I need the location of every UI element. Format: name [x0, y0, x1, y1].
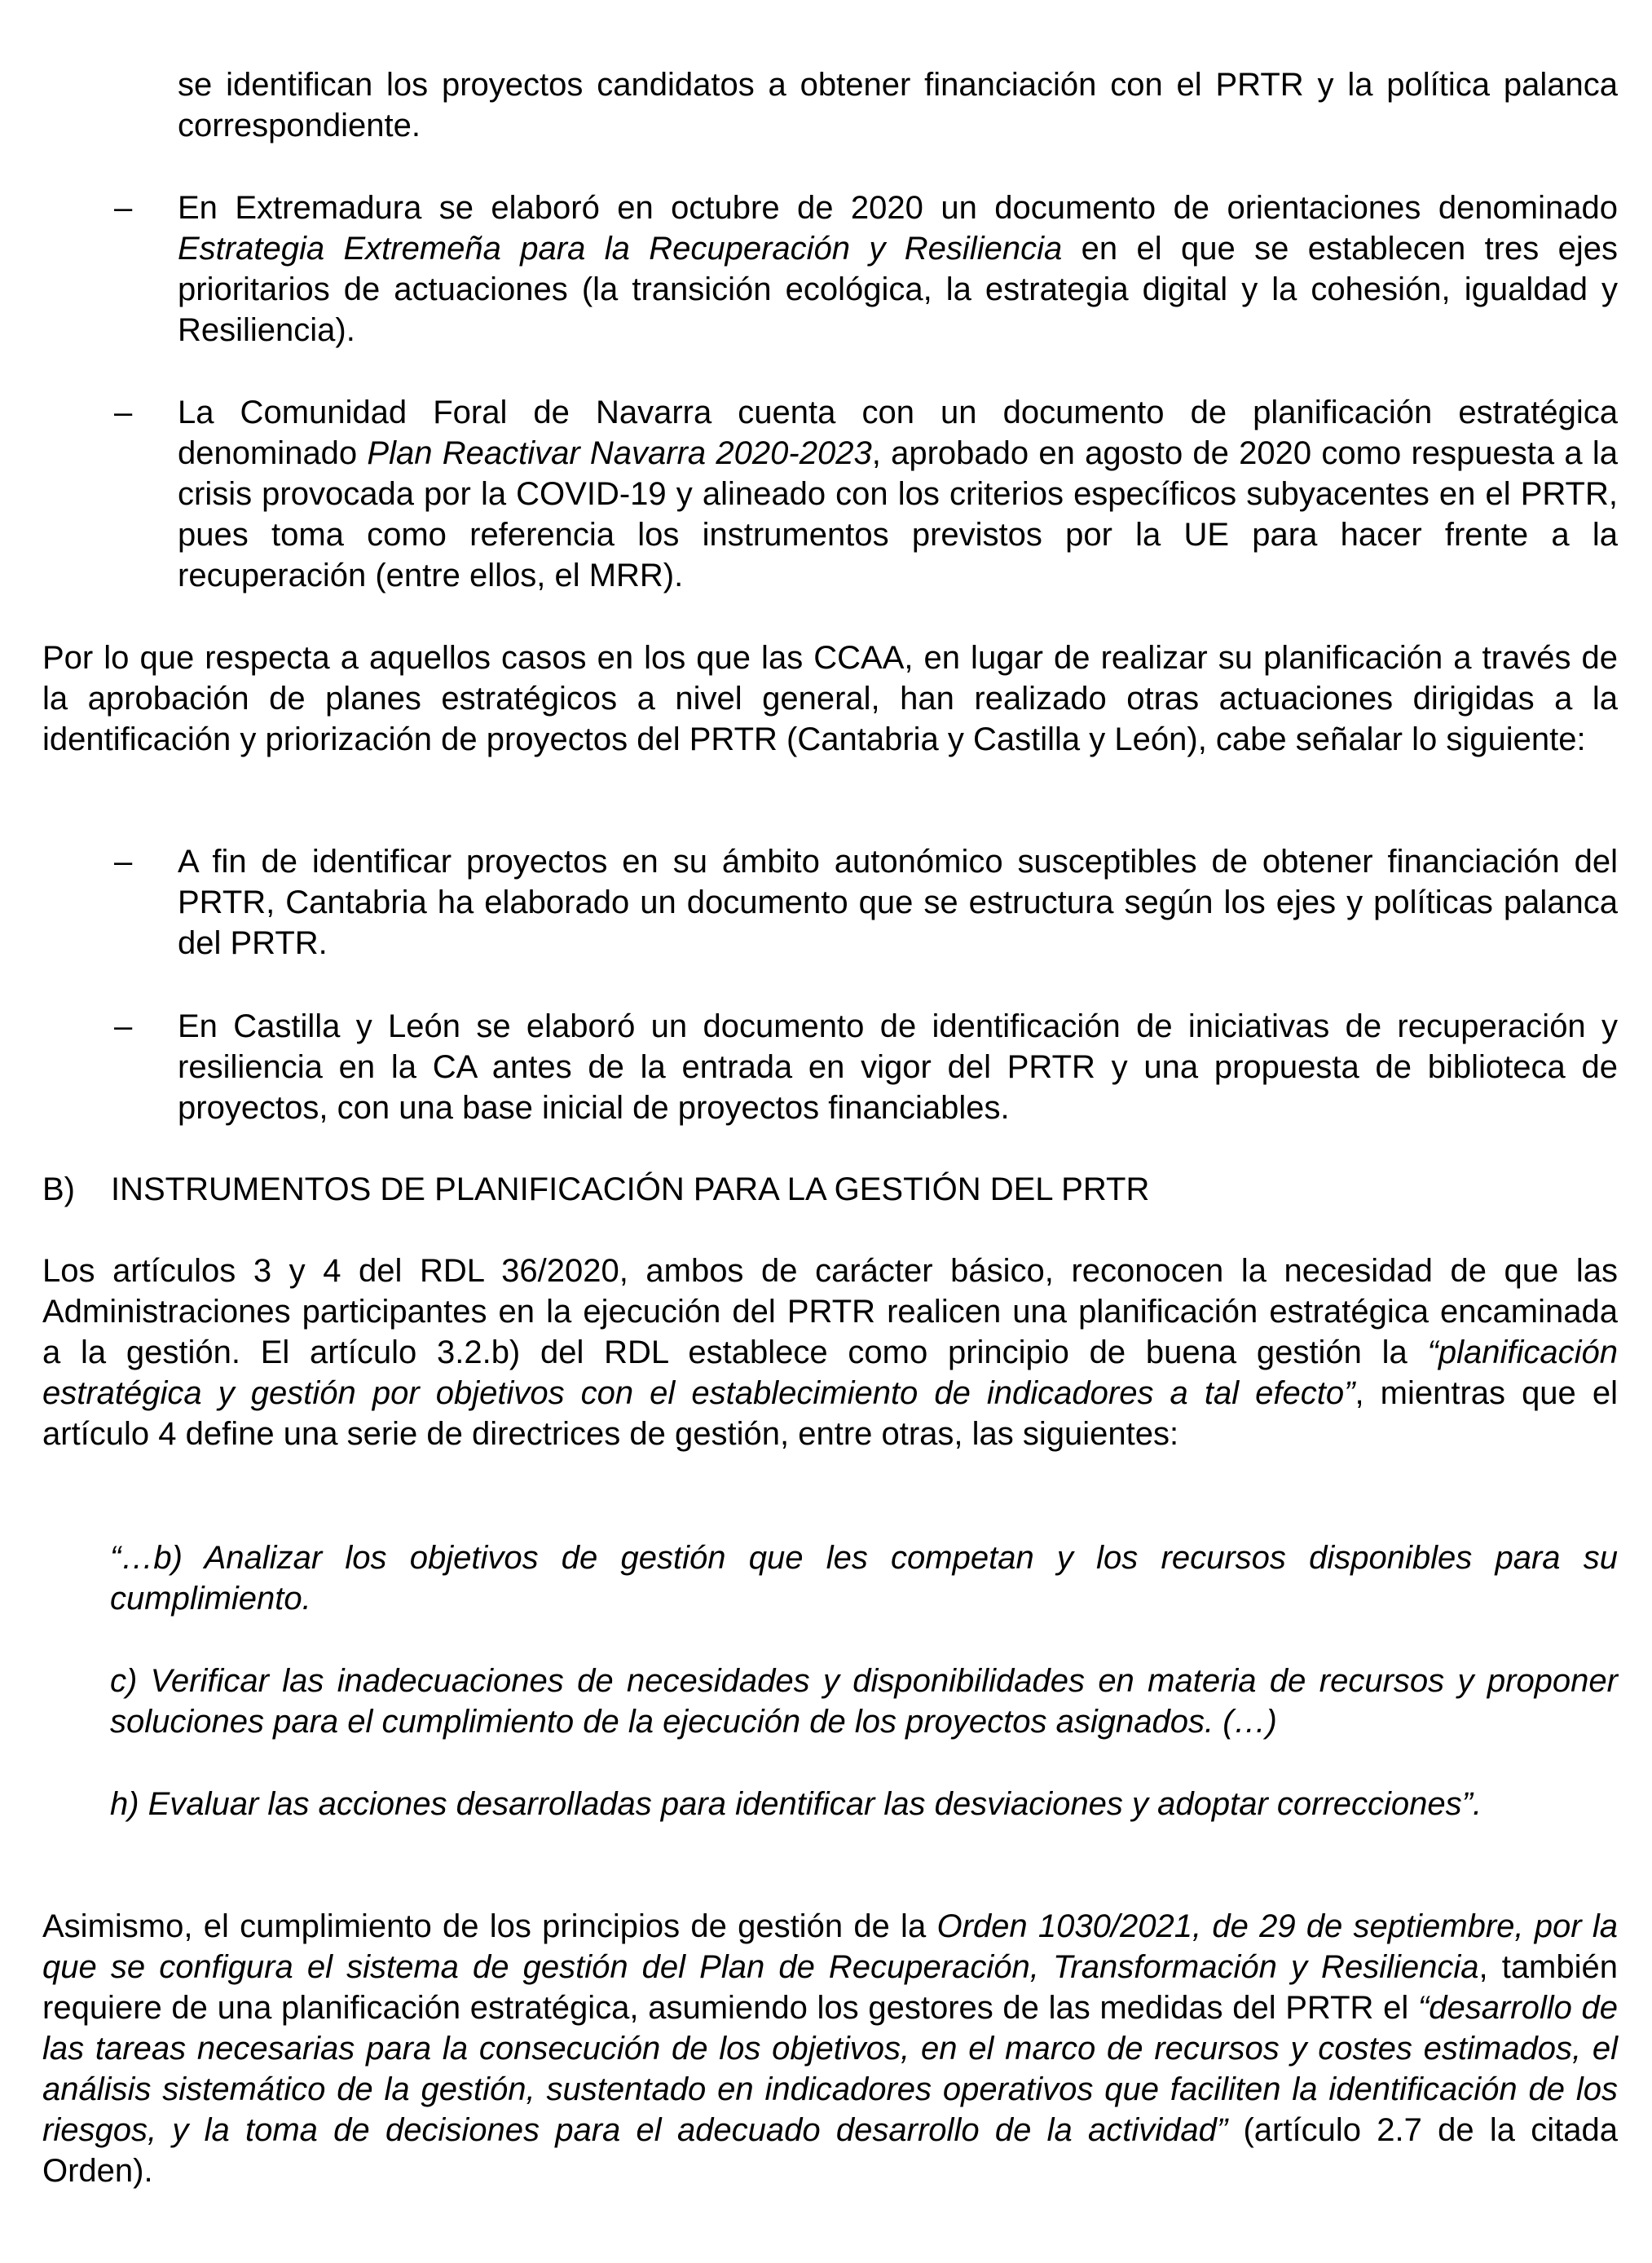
section-letter: B): [42, 1171, 75, 1207]
quote-text: “…b) Analizar los objetivos de gestión que les competan y los recursos disponibles para su cumplimiento.: [110, 1540, 1618, 1617]
bullet-castilla-leon: [178, 1006, 1618, 1128]
bullet-navarra: [178, 392, 1618, 596]
quote-item-c: [110, 1661, 1618, 1742]
bullet-text: A fin de identificar proyectos en su ámbito autonómico susceptibles de obtener financiación del PRTR, Cantabria ha elaborado un documento que se estructura según los ejes y políticas palanca del PRTR.: [178, 844, 1618, 961]
paragraph-text: Los artículos 3 y 4 del RDL 36/2020, ambos de carácter básico, reconocen la necesidad de que las Administraciones participantes en la ejecución del PRTR realicen una planificación estratégica encaminada a la gestión. El artículo 3.2.b) del RDL establece como principio de buena gestión la: [42, 1253, 1618, 1370]
bullet-text: En Extremadura se elaboró en octubre de 2020 un documento de orientaciones denominado: [178, 190, 1618, 226]
bullet-dash: –: [114, 844, 133, 880]
bullet-extremadura: [178, 187, 1618, 351]
quote-text: c) Verificar las inadecuaciones de necesidades y disponibilidades en materia de recursos y proponer soluciones para el cumplimiento de la ejecución de los proyectos asignados. (…): [110, 1663, 1618, 1740]
continuation-text: se identifican los proyectos candidatos a obtener financiación con el PRTR y la política palanca correspondiente.: [178, 67, 1618, 143]
bullet-text: , aprobado en agosto de 2020 como respuesta a la crisis provocada por la COVID-19 y alineado con los criterios específicos subyacentes en el PRTR, pues toma como referencia los instrumentos previstos por la UE para hacer frente a la recuperación (entre ellos, el MRR).: [178, 435, 1618, 593]
paragraph-text: (artículo 2.7 de la citada Orden).: [42, 2112, 1618, 2189]
bullet-text: en el que se establecen tres ejes prioritarios de actuaciones (la transición ecológica, la estrategia digital y la cohesión, igualdad y Resiliencia).: [178, 231, 1619, 348]
quoted-principle: “planificación estratégica y gestión por objetivos con el establecimiento de indicadores a tal efecto”: [42, 1334, 1618, 1411]
paragraph-ccaa: [42, 637, 1618, 760]
paragraph-text: Asimismo, el cumplimiento de los principios de gestión de la: [42, 1908, 937, 1944]
orden-title: Orden 1030/2021, de 29 de septiembre, por la que se configura el sistema de gestión del Plan de Recuperación, Transformación y Resiliencia: [42, 1908, 1618, 1985]
paragraph-text: Por lo que respecta a aquellos casos en los que las CCAA, en lugar de realizar su planificación a través de la aprobación de planes estratégicos a nivel general, han realizado otras actuaciones dirigidas a la identificación y priorización de proyectos del PRTR (Cantabria y Castilla y León), cabe señalar lo siguiente:: [42, 640, 1618, 757]
bullet-italic-title: Estrategia Extremeña para la Recuperación y Resiliencia: [178, 231, 1063, 267]
quoted-definition: “desarrollo de las tareas necesarias para la consecución de los objetivos, en el marco de recursos y costes estimados, el análisis sistemático de la gestión, sustentado en indicadores operativos que faciliten la identificación de los riesgos, y la toma de decisiones para el adecuado desarrollo de la actividad”: [42, 1990, 1618, 2148]
quote-item-h: [110, 1784, 1618, 1824]
paragraph-text: , también requiere de una planificación estratégica, asumiendo los gestores de las medidas del PRTR el: [42, 1949, 1619, 2026]
bullet-text: La Comunidad Foral de Navarra cuenta con un documento de planificación estratégica denominado: [178, 395, 1618, 471]
paragraph-text: , mientras que el artículo 4 define una serie de directrices de gestión, entre otras, las siguientes:: [42, 1375, 1618, 1452]
section-title: INSTRUMENTOS DE PLANIFICACIÓN PARA LA GESTIÓN DEL PRTR: [111, 1171, 1150, 1207]
bullet-dash: –: [114, 395, 133, 430]
paragraph-orden: [42, 1906, 1618, 2191]
quote-item-b: [110, 1537, 1618, 1619]
bullet-cantabria: [178, 841, 1618, 964]
bullet-dash: –: [114, 1008, 133, 1044]
section-heading: [42, 1169, 1618, 1210]
quote-text: h) Evaluar las acciones desarrolladas para identificar las desviaciones y adoptar correcciones”.: [110, 1786, 1482, 1822]
bullet-dash: –: [114, 190, 133, 226]
paragraph-rdl: [42, 1251, 1618, 1454]
bullet-italic-title: Plan Reactivar Navarra 2020-2023: [367, 435, 872, 471]
continuation-paragraph: [178, 64, 1618, 146]
bullet-text: En Castilla y León se elaboró un documento de identificación de iniciativas de recuperación y resiliencia en la CA antes de la entrada en vigor del PRTR y una propuesta de biblioteca de proyectos, con una base inicial de proyectos financiables.: [178, 1008, 1618, 1126]
